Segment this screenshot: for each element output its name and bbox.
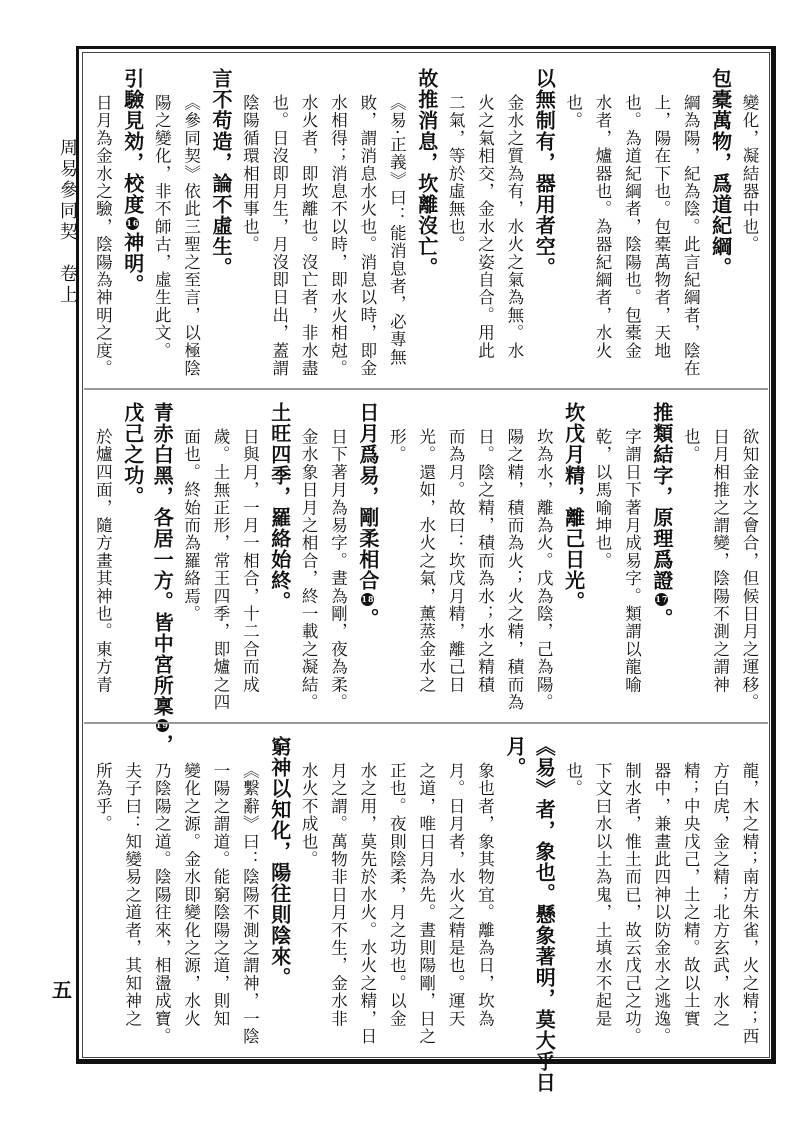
commentary-column — [441, 728, 470, 1048]
commentary-column — [470, 60, 499, 380]
column-text: 月。 — [502, 736, 527, 778]
commentary-column — [441, 60, 470, 380]
column-text: 火之氣相交，金水之姿自合。用此 — [475, 94, 495, 360]
column-text: 精；中央戊己，土之精。故以土實 — [681, 762, 701, 1028]
commentary-column — [353, 60, 382, 380]
column-text: 水火者，即坎離也。沒亡者，非水盡 — [299, 94, 319, 378]
column-text: 變化之源。金水即變化之源，水火 — [181, 762, 201, 1028]
commentary-column — [176, 394, 205, 714]
column-text: 陽之精，積而為火；火之精，積而為 — [504, 428, 524, 712]
column-text: 下文曰水以土為鬼，土填水不起是 — [593, 762, 613, 1028]
commentary-column — [646, 728, 675, 1048]
column-text: 金水之質為有，水火之氣為無。水 — [504, 94, 524, 360]
commentary-column — [235, 728, 264, 1048]
commentary-column — [411, 394, 440, 714]
commentary-column — [735, 728, 764, 1048]
column-text: 也。 — [563, 94, 583, 130]
column-text: 金水象日月之相合，終一載之凝結。 — [299, 428, 319, 712]
main-text-column — [646, 394, 675, 714]
column-text: 乃陰陽之道。陰陽往來，相盪成寶。 — [152, 762, 172, 1046]
column-text: 之道，唯日月為先。晝則陽剛，日之 — [416, 762, 436, 1046]
column-text: 也。 — [563, 762, 583, 798]
column-text: 以無制有，器用者空。 — [532, 68, 557, 278]
commentary-column — [382, 60, 411, 380]
column-text: 欲知金水之會合，但候日月之運移。 — [740, 428, 759, 712]
column-text: 形。 — [387, 428, 407, 464]
column-text: 而為月。故曰：坎戊月精，離己日 — [446, 428, 466, 694]
text-band-middle — [88, 394, 764, 755]
column-text: 日月爲易，剛柔相合 — [355, 402, 380, 591]
column-text: 日。陰之精，積而為水；水之精積 — [475, 428, 495, 694]
main-text-column — [705, 60, 734, 380]
commentary-column — [235, 60, 264, 380]
commentary-column — [646, 60, 675, 380]
column-text: 正也。夜則陰柔，月之功也。以金 — [387, 762, 407, 1028]
column-text: 《繫辭》曰：陰陽不測之謂神，一陰 — [240, 762, 260, 1046]
band-divider — [84, 388, 768, 390]
column-text-continued: 。 — [649, 608, 674, 629]
column-text: 坎為水，離為火。戊為陰，己為陽。 — [534, 428, 554, 712]
footnote-marker: 17 — [655, 594, 669, 604]
commentary-column — [147, 60, 176, 380]
text-band-bottom — [88, 728, 764, 1093]
column-text: 引驗見効，校度 — [120, 68, 145, 215]
commentary-column — [294, 728, 323, 1048]
column-text: 土旺四季，羅絡始終。 — [267, 402, 292, 612]
column-text: 上，陽在下也。包橐萬物者，天地 — [651, 94, 671, 360]
commentary-column — [117, 728, 146, 1048]
column-text: 日月相推之謂變，陰陽不測之謂神 — [710, 428, 730, 694]
commentary-column — [499, 60, 528, 380]
commentary-column — [470, 394, 499, 714]
main-text-column — [411, 60, 440, 380]
column-text-continued: 。 — [355, 608, 380, 629]
commentary-column — [735, 60, 764, 380]
running-title: 周易參同契 卷上 — [57, 138, 78, 306]
main-text-column — [117, 60, 146, 380]
commentary-column — [588, 728, 617, 1048]
commentary-column — [676, 394, 705, 714]
text-band-top — [88, 60, 764, 386]
column-text-continued: ， — [150, 734, 175, 755]
column-text: 日與月，一月一相合，十二合而成 — [240, 428, 260, 694]
commentary-column — [558, 728, 587, 1048]
column-text: 日月為金水之驗，陰陽為神明之度。 — [93, 94, 113, 378]
column-text: 於爐四面，隨方畫其神也。東方青 — [93, 428, 113, 694]
commentary-column — [176, 728, 205, 1048]
main-text-column — [529, 728, 558, 1093]
column-text: 《易》者，象也。懸象著明，莫大乎日 — [532, 736, 557, 1093]
main-text-column — [353, 394, 382, 714]
column-text: 言不苟造，論不虛生。 — [208, 68, 233, 278]
column-text: 乾，以馬喻坤也。 — [593, 428, 613, 570]
column-text: 龍，木之精；南方朱雀，火之精；西 — [740, 762, 759, 1046]
column-text: 《參同契》依此三聖之至言，以極陰 — [181, 94, 201, 378]
commentary-column — [294, 60, 323, 380]
page-number: 五 — [52, 978, 72, 1002]
footnote-marker: 18 — [361, 594, 375, 604]
main-text-column — [558, 394, 587, 714]
column-text: 敗，謂消息水火也。消息以時，即金 — [357, 94, 377, 378]
column-text: 器中，兼畫此四神以防金水之逃逸。 — [651, 762, 671, 1046]
footnote-marker: 19 — [155, 720, 169, 730]
commentary-column — [323, 60, 352, 380]
column-text: 綱為陽，紀為陰。此言紀綱者，陰在 — [681, 94, 701, 378]
column-text: 推類結字，原理爲證 — [649, 402, 674, 591]
column-text: 水相得；消息不以時，即水火相尅。 — [328, 94, 348, 378]
main-text-column — [147, 394, 176, 755]
commentary-column — [264, 60, 293, 380]
commentary-column — [617, 60, 646, 380]
commentary-column — [705, 394, 734, 714]
column-text: 日下著月為易字。晝為剛，夜為柔。 — [328, 428, 348, 712]
column-text: 陰陽循環相用事也。 — [240, 94, 260, 254]
column-text: 夫子曰：知變易之道者，其知神之 — [122, 762, 142, 1028]
column-text: 坎戊月精，離己日光。 — [561, 402, 586, 612]
column-text: 月。日月者，水火之精是也。運天 — [446, 762, 466, 1028]
column-text: 水火不成也。 — [299, 762, 319, 869]
commentary-column — [294, 394, 323, 714]
column-text: 方白虎，金之精；北方玄武，水之 — [710, 762, 730, 1028]
commentary-column — [382, 394, 411, 714]
column-text: 水之用，莫先於水火。水火之精，日 — [357, 762, 377, 1046]
column-text: 歲。土無正形，常王四季，即爐之四 — [210, 428, 230, 712]
commentary-column — [323, 728, 352, 1048]
commentary-column — [705, 728, 734, 1048]
column-text: 故推消息，坎離沒亡。 — [414, 68, 439, 278]
commentary-column — [88, 60, 117, 380]
commentary-column — [676, 728, 705, 1048]
column-text: 月之謂。萬物非日月不生，金水非 — [328, 762, 348, 1028]
commentary-column — [176, 60, 205, 380]
main-text-column — [499, 728, 528, 1048]
column-text: 一陽之謂道。能窮陰陽之道，則知 — [210, 762, 230, 1028]
column-text: 變化，凝結器中也。 — [740, 94, 759, 254]
commentary-column — [88, 728, 117, 1048]
commentary-column — [323, 394, 352, 714]
column-text: 制水者，惟土而已，故云戊己之功。 — [622, 762, 642, 1046]
commentary-column — [588, 60, 617, 380]
commentary-column — [617, 728, 646, 1048]
main-text-column — [529, 60, 558, 380]
commentary-column — [382, 728, 411, 1048]
commentary-column — [499, 394, 528, 714]
commentary-column — [353, 728, 382, 1048]
commentary-column — [676, 60, 705, 380]
column-text: 象也者，象其物宜。離為日，坎為 — [475, 762, 495, 1028]
column-text: 光。還如，水火之氣，薰蒸金水之 — [416, 428, 436, 694]
column-text: 包橐萬物，爲道紀綱。 — [708, 68, 733, 278]
column-text: 也。 — [681, 428, 701, 464]
main-text-column — [117, 394, 146, 714]
main-text-column — [264, 394, 293, 714]
footnote-marker: 16 — [126, 218, 140, 228]
commentary-column — [558, 60, 587, 380]
commentary-column — [147, 728, 176, 1048]
commentary-column — [529, 394, 558, 714]
column-text: 面也。終始而為羅絡焉。 — [181, 428, 201, 623]
commentary-column — [617, 394, 646, 714]
commentary-column — [206, 728, 235, 1048]
column-text: 《易·正義》曰：能消息者，必專無 — [387, 94, 407, 366]
commentary-column — [470, 728, 499, 1048]
column-text: 也。為道紀綱者，陰陽也。包橐金 — [622, 94, 642, 360]
column-text: 也。日沒即月生，月沒即日出，蓋謂 — [269, 94, 289, 378]
column-text: 字謂日下著月成易字。類謂以龍喻 — [622, 428, 642, 694]
main-text-column — [206, 60, 235, 380]
column-text: 戊己之功。 — [120, 402, 145, 507]
column-text: 陽之變化，非不師古，虛生此文。 — [152, 94, 172, 360]
commentary-column — [235, 394, 264, 714]
column-text: 青赤白黑，各居一方。皆中宮所稟 — [150, 402, 175, 717]
column-text: 水者，爐器也。為器紀綱者，水火 — [593, 94, 613, 360]
commentary-column — [88, 394, 117, 714]
column-text-continued: 神明。 — [120, 232, 145, 295]
commentary-column — [735, 394, 764, 714]
commentary-column — [588, 394, 617, 714]
commentary-column — [206, 394, 235, 714]
commentary-column — [441, 394, 470, 714]
column-text: 二氣，等於虛無也。 — [446, 94, 466, 254]
main-text-column — [264, 728, 293, 1048]
column-text: 所為乎。 — [93, 762, 113, 833]
band-divider — [84, 722, 768, 724]
commentary-column — [411, 728, 440, 1048]
column-text: 窮神以知化，陽往則陰來。 — [267, 736, 292, 988]
